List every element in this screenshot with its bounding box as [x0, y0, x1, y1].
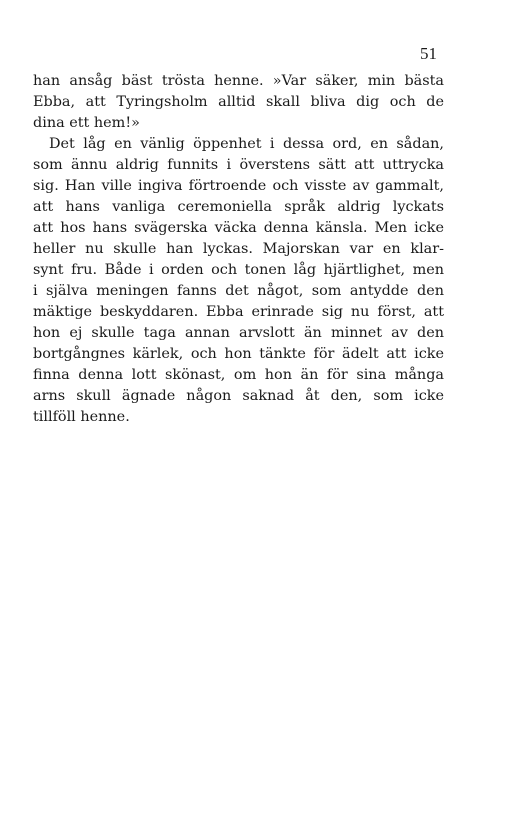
text-line: Ebba, att Tyringsholm alltid skall bliva dig och de [33, 94, 444, 110]
text-line: bortgångnes kärlek, och hon tänkte för ädelt att icke [33, 346, 444, 362]
text-line: att hos hans svägerska väcka denna känsla. Men icke [33, 220, 444, 236]
text-line: finna denna lott skönast, om hon än för sina många [33, 367, 444, 383]
text-line: hon ej skulle taga annan arvslott än minnet av den [33, 325, 444, 341]
text-line: Det låg en vänlig öppenhet i dessa ord, en sådan, [49, 136, 444, 152]
text-line: arns skull ägnade någon saknad åt den, som icke [33, 388, 444, 404]
text-line: att hans vanliga ceremoniella språk aldrig lyckats [33, 199, 444, 215]
body-text [33, 71, 444, 428]
text-line: dina ett hem!» [33, 115, 140, 131]
text-line: i själva meningen fanns det något, som antydde den [33, 283, 444, 299]
text-line: som ännu aldrig funnits i överstens sätt att uttrycka [33, 157, 444, 173]
text-line: han ansåg bäst trösta henne. »Var säker, min bästa [33, 73, 444, 89]
text-line: mäktige beskyddaren. Ebba erinrade sig nu först, att [33, 304, 444, 320]
text-line: synt fru. Både i orden och tonen låg hjärtlighet, men [33, 262, 444, 278]
text-line: sig. Han ville ingiva förtroende och visste av gammalt, [33, 178, 444, 194]
text-line: tillföll henne. [33, 409, 130, 425]
text-line: heller nu skulle han lyckas. Majorskan var en klar- [33, 241, 444, 257]
page-number: 51 [420, 44, 437, 63]
